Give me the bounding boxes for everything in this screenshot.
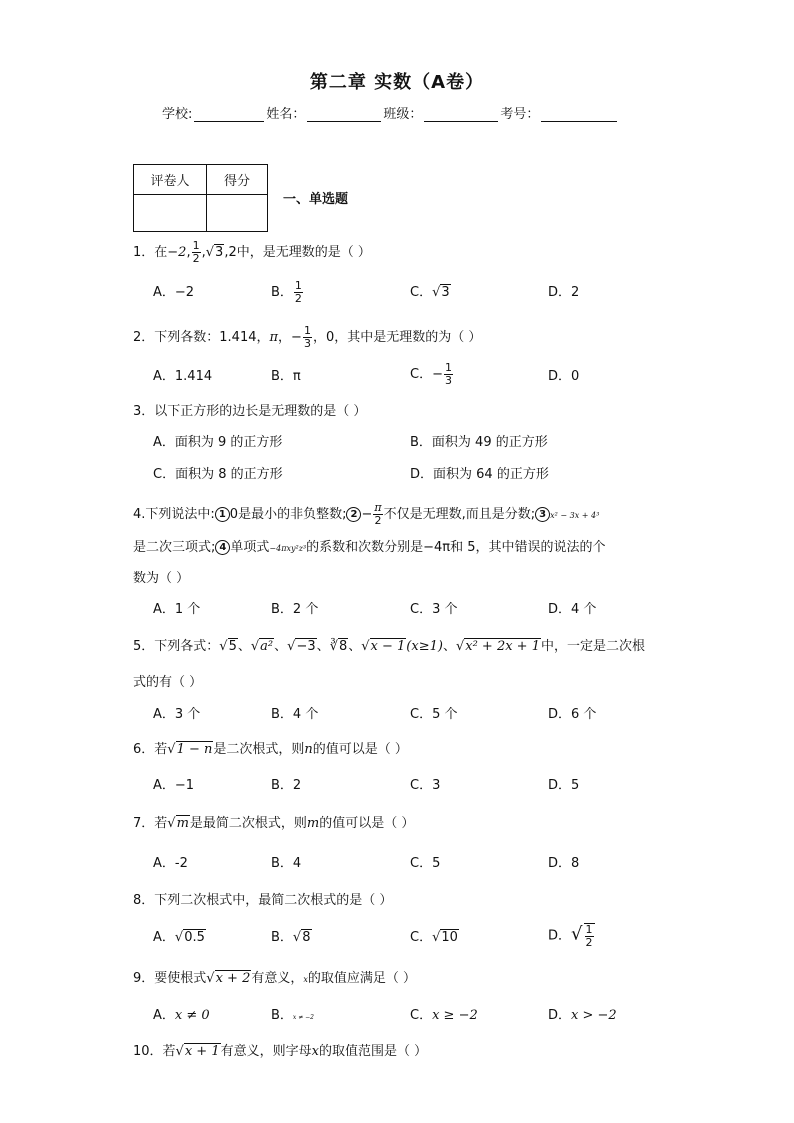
q1-option-a[interactable]: A．−2: [153, 285, 195, 300]
q7-option-c[interactable]: C．5: [410, 856, 441, 871]
q6-option-a[interactable]: A．−1: [153, 778, 195, 793]
circled-2: 2: [346, 507, 361, 522]
q2-option-d[interactable]: D．0: [548, 369, 580, 384]
q1-option-d[interactable]: D．2: [548, 285, 580, 300]
id-label: 考号：: [500, 107, 540, 122]
question-6: 6．若√1 − n是二次根式，则n的值可以是（ ）: [133, 742, 408, 757]
q7-option-a[interactable]: A．-2: [153, 856, 188, 871]
question-4-line-2: 是二次三项式; 4 单项式−4πxy²z³的系数和次数分别是−4π和 5，其中错误的说法的个: [133, 540, 606, 555]
q8-option-b[interactable]: B．√8: [271, 930, 311, 945]
section-title: 一、单选题: [283, 192, 349, 207]
grader-cell[interactable]: [134, 195, 207, 232]
q9-option-a[interactable]: A．x ≠ 0: [153, 1008, 210, 1023]
class-label: 班级：: [383, 107, 423, 122]
q7-option-d[interactable]: D．8: [548, 856, 580, 871]
q5-option-d[interactable]: D．6 个: [548, 707, 597, 722]
question-4-line-3: 数为（ ）: [133, 571, 190, 586]
q1-option-c[interactable]: C．√3: [410, 285, 450, 300]
q6-option-b[interactable]: B．2: [271, 778, 302, 793]
q8-option-a[interactable]: A．√0.5: [153, 930, 205, 945]
score-table: [133, 164, 268, 232]
q2-option-a[interactable]: A．1.414: [153, 369, 213, 384]
question-4-line-1: 4.下列说法中: 1 0是最小的非负整数; 2 − $\frac{\pi}{2}$ 不仅是无理数,而且是分数; 3 x² − 3x + 4³: [133, 501, 600, 527]
score-cell[interactable]: [207, 195, 268, 232]
q7-option-b[interactable]: B．4: [271, 856, 302, 871]
id-blank[interactable]: [541, 107, 617, 122]
q4-option-b[interactable]: B．2 个: [271, 602, 319, 617]
q4-option-d[interactable]: D．4 个: [548, 602, 597, 617]
q3-option-a[interactable]: A．面积为 9 的正方形: [153, 435, 283, 450]
q6-option-d[interactable]: D．5: [548, 778, 580, 793]
question-8: 8．下列二次根式中，最简二次根式的是（ ）: [133, 893, 393, 908]
school-label: 学校:: [162, 107, 193, 122]
q1-option-b[interactable]: B． $\frac{1}{2}$: [271, 279, 302, 305]
q4-option-a[interactable]: A．1 个: [153, 602, 201, 617]
page-title: 第二章 实数（A卷）: [309, 72, 485, 93]
name-label: 姓名：: [266, 107, 306, 122]
q3-option-d[interactable]: D．面积为 64 的正方形: [410, 467, 549, 482]
q5-option-c[interactable]: C．5 个: [410, 707, 458, 722]
question-7: 7．若√m是最简二次根式，则m的值可以是（ ）: [133, 816, 415, 831]
q9-option-c[interactable]: C．x ≥ −2: [410, 1008, 478, 1023]
q9-option-b[interactable]: B．x ≠ −2: [271, 1008, 314, 1023]
q2-option-b[interactable]: B．π: [271, 369, 301, 384]
grader-header: 评卷人: [134, 165, 207, 195]
class-blank[interactable]: [424, 107, 498, 122]
q3-option-b[interactable]: B．面积为 49 的正方形: [410, 435, 548, 450]
q4-option-c[interactable]: C．3 个: [410, 602, 458, 617]
q5-option-b[interactable]: B．4 个: [271, 707, 319, 722]
question-9: 9．要使根式√x + 2有意义，x的取值应满足（ ）: [133, 971, 417, 986]
q9-option-d[interactable]: D．x > −2: [548, 1008, 617, 1023]
q8-option-d[interactable]: D．√ $\frac{1}{2}$: [548, 923, 593, 949]
question-1: 1．在−2, $\frac{1}{2}$ ,√3,2中，是无理数的是（ ）: [133, 239, 371, 265]
score-header: 得分: [207, 165, 268, 195]
fraction: $\frac{1}{2}$: [192, 239, 200, 265]
question-3: 3．以下正方形的边长是无理数的是（ ）: [133, 404, 367, 419]
question-10: 10．若√x + 1有意义，则字母x的取值范围是（ ）: [133, 1044, 428, 1059]
question-2: 2．下列各数：1.414，π，− $\frac{1}{3}$ ，0，其中是无理数的为（ ）: [133, 324, 482, 350]
q8-option-c[interactable]: C．√10: [410, 930, 458, 945]
circled-3: 3: [535, 507, 550, 522]
name-blank[interactable]: [307, 107, 381, 122]
circled-1: 1: [215, 507, 230, 522]
q6-option-c[interactable]: C．3: [410, 778, 441, 793]
student-info-line: [162, 103, 619, 122]
q5-option-a[interactable]: A．3 个: [153, 707, 201, 722]
circled-4: 4: [215, 540, 230, 555]
question-5-line-1: 5．下列各式：√5、√a²、√−3、∛8、√x − 1(x≥1)、√x² + 2x + 1中，一定是二次根: [133, 639, 645, 654]
question-5-line-2: 式的有（ ）: [133, 675, 203, 690]
q3-option-c[interactable]: C．面积为 8 的正方形: [153, 467, 283, 482]
school-blank[interactable]: [194, 107, 264, 122]
q2-option-c[interactable]: C．− $\frac{1}{3}$: [410, 361, 452, 387]
